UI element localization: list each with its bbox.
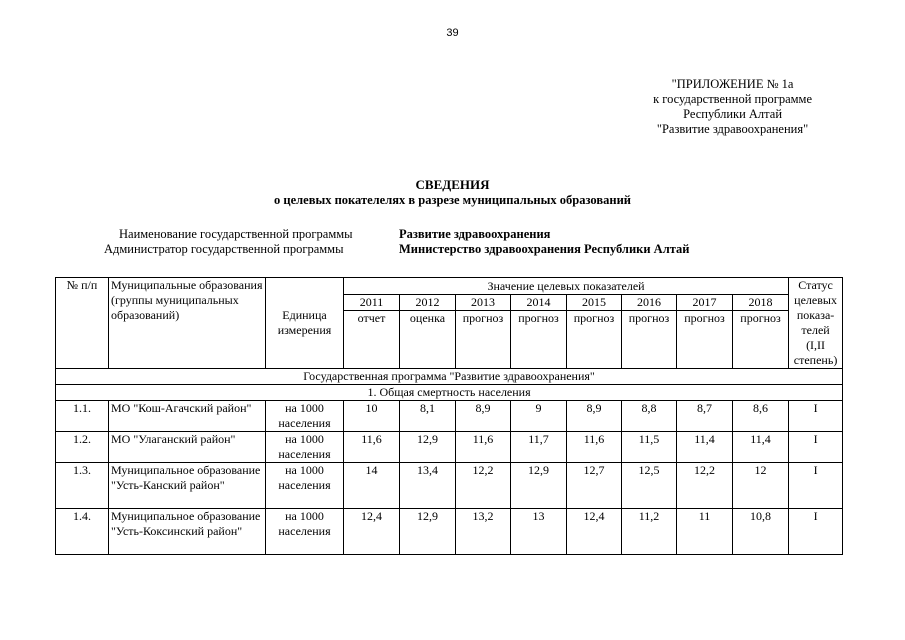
row-value: 14 <box>344 463 400 509</box>
header-unit: Единица измерения <box>266 278 344 369</box>
indicators-table <box>55 277 843 555</box>
row-num: 1.1. <box>56 401 109 432</box>
appendix-line-4: "Развитие здравоохранения" <box>656 122 809 136</box>
row-value: 12,9 <box>511 463 567 509</box>
row-value: 12,4 <box>344 509 400 555</box>
appendix-line-1: "ПРИЛОЖЕНИЕ № 1а <box>671 77 794 91</box>
row-value: 11,7 <box>511 432 567 463</box>
row-status: I <box>789 432 843 463</box>
row-value: 12,7 <box>567 463 622 509</box>
header-year: 2011 <box>344 294 400 311</box>
appendix-line-2: к государственной программе <box>653 92 812 106</box>
row-unit: на 1000 населения <box>266 463 344 509</box>
page-number: 39 <box>446 27 459 39</box>
row-value: 13,2 <box>456 509 511 555</box>
header-status: Статус целевых показа-телей (I,II степень) <box>789 278 843 369</box>
header-kind: прогноз <box>622 311 677 369</box>
header-kind: прогноз <box>511 311 567 369</box>
table-row <box>56 401 843 432</box>
table-row <box>56 432 843 463</box>
appendix-line-3: Республики Алтай <box>683 107 783 121</box>
row-num: 1.3. <box>56 463 109 509</box>
row-municipality: Муниципальное образование "Усть-Канский район" <box>109 463 266 509</box>
indicator-row-label: 1. Общая смертность населения <box>56 385 843 401</box>
row-value: 13,4 <box>400 463 456 509</box>
appendix-header <box>653 77 812 137</box>
row-value: 12,9 <box>400 432 456 463</box>
header-kind: прогноз <box>677 311 733 369</box>
row-value: 11,4 <box>677 432 733 463</box>
row-value: 12,4 <box>567 509 622 555</box>
header-year: 2013 <box>456 294 511 311</box>
row-value: 11,6 <box>344 432 400 463</box>
row-value: 10 <box>344 401 400 432</box>
row-value: 9 <box>511 401 567 432</box>
row-value: 8,9 <box>456 401 511 432</box>
row-status: I <box>789 509 843 555</box>
row-value: 13 <box>511 509 567 555</box>
program-label: Наименование государственной программы <box>119 227 353 241</box>
row-value: 11 <box>677 509 733 555</box>
row-value: 11,2 <box>622 509 677 555</box>
row-value: 11,4 <box>733 432 789 463</box>
program-value: Развитие здравоохранения <box>399 227 551 241</box>
header-year: 2017 <box>677 294 733 311</box>
document-title: СВЕДЕНИЯ <box>415 177 490 192</box>
header-year: 2016 <box>622 294 677 311</box>
header-kind: прогноз <box>733 311 789 369</box>
document-subtitle: о целевых покателелях в разрезе муниципальных образований <box>274 193 631 207</box>
admin-label: Администратор государственной программы <box>104 242 344 256</box>
header-values-group: Значение целевых показателей <box>344 278 789 295</box>
row-value: 8,7 <box>677 401 733 432</box>
header-municipality: Муниципальные образования (группы муниципальных образований) <box>109 278 266 369</box>
row-value: 8,1 <box>400 401 456 432</box>
row-unit: на 1000 населения <box>266 432 344 463</box>
header-year: 2014 <box>511 294 567 311</box>
row-value: 12,2 <box>456 463 511 509</box>
header-year: 2015 <box>567 294 622 311</box>
row-value: 12,2 <box>677 463 733 509</box>
program-row <box>56 369 843 385</box>
admin-value: Министерство здравоохранения Республики Алтай <box>399 242 690 256</box>
header-kind: оценка <box>400 311 456 369</box>
row-status: I <box>789 463 843 509</box>
row-value: 12,5 <box>622 463 677 509</box>
row-municipality: Муниципальное образование "Усть-Коксинский район" <box>109 509 266 555</box>
row-value: 12 <box>733 463 789 509</box>
header-num: № п/п <box>56 278 109 369</box>
header-kind: прогноз <box>567 311 622 369</box>
header-kind: отчет <box>344 311 400 369</box>
program-row-label: Государственная программа "Развитие здравоохранения" <box>56 369 843 385</box>
row-unit: на 1000 населения <box>266 509 344 555</box>
row-value: 11,6 <box>456 432 511 463</box>
header-row-1 <box>56 278 843 295</box>
header-year: 2018 <box>733 294 789 311</box>
row-status: I <box>789 401 843 432</box>
row-value: 8,6 <box>733 401 789 432</box>
row-num: 1.4. <box>56 509 109 555</box>
table-row <box>56 463 843 509</box>
row-municipality: МО "Кош-Агачский район" <box>109 401 266 432</box>
row-municipality: МО "Улаганский район" <box>109 432 266 463</box>
row-value: 12,9 <box>400 509 456 555</box>
row-num: 1.2. <box>56 432 109 463</box>
table-row <box>56 509 843 555</box>
row-value: 11,6 <box>567 432 622 463</box>
header-kind: прогноз <box>456 311 511 369</box>
row-value: 11,5 <box>622 432 677 463</box>
row-value: 8,8 <box>622 401 677 432</box>
indicator-row <box>56 385 843 401</box>
row-value: 10,8 <box>733 509 789 555</box>
header-year: 2012 <box>400 294 456 311</box>
row-value: 8,9 <box>567 401 622 432</box>
row-unit: на 1000 населения <box>266 401 344 432</box>
